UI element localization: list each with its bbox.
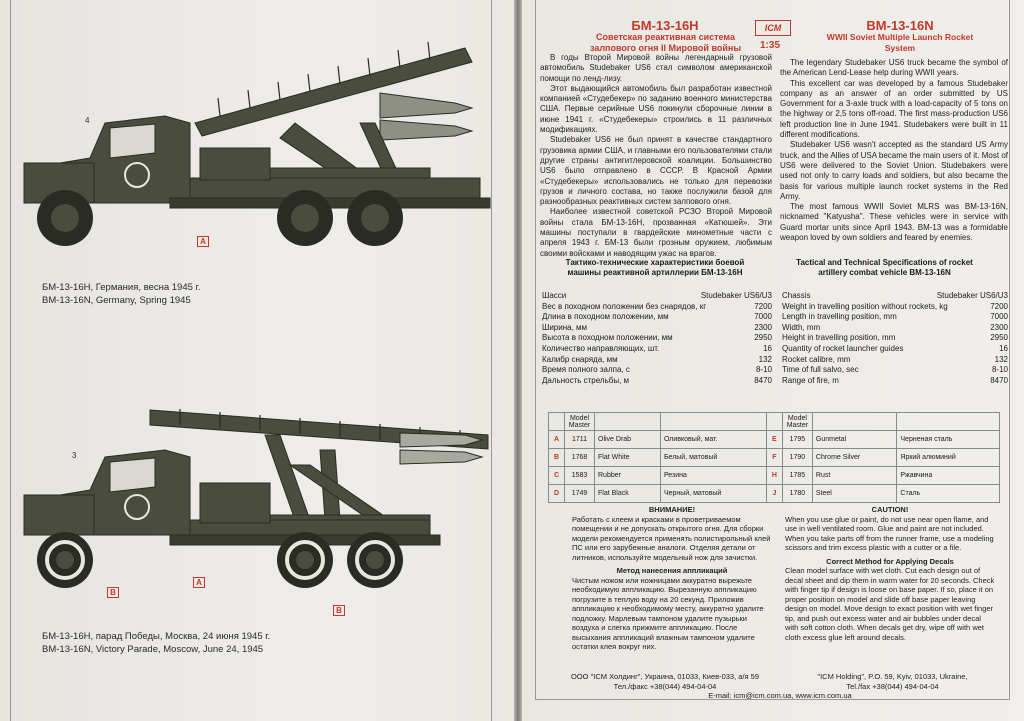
paint-table-header: Model Master Model Master xyxy=(549,413,1000,431)
footer-en: "ICM Holding", P.O. 59, Kyiv, 01033, Ukraine, Tel./fax +38(044) 494-04-04 xyxy=(817,672,968,691)
spec-row: Width, mm 2300 xyxy=(782,322,1008,332)
paint-row: B 1768 Flat White Белый, матовый F 1790 Chrome Silver Яркий алюминий xyxy=(549,449,1000,467)
paint-table xyxy=(548,412,1000,503)
callout-b-bottom-1: B xyxy=(107,587,119,598)
rocket-top-1 xyxy=(380,93,472,118)
paint-row: D 1749 Flat Black Черный, матовый J 1780 Steel Сталь xyxy=(549,485,1000,503)
title-en: BM-13-16N xyxy=(866,18,934,33)
spec-row: Chassis Studebaker US6/U3 xyxy=(782,291,1008,300)
callout-number-top: 4 xyxy=(85,116,90,125)
page-gutter xyxy=(514,0,522,721)
spec-row: Количество направляющих, шт. 16 xyxy=(542,343,772,353)
spec-row: Time of full salvo, sec 8-10 xyxy=(782,365,1008,375)
warnings-en: CAUTION! When you use glue or paint, do not use near open flame, and use in well ventilated room. Glue and paint are not included. When you take parts off from the runner frame, use a modeling scissors and trim excess plastic with a cutter or a file. Correct Method for Applying Decals Clean model surface with wet cloth. Cut each design out of decal sheet and dip them in warm water for 20 seconds. Check with finger tip if design is loose on base paper. If so, place it on proper position on model and slide off base paper leaving design on model. Move design to exact position with wet finger tip, and push out excess water and air bubbles under decal with soft cotton cloth. When decals get dry, wipe off with wet cloth excess glue left around decals. xyxy=(785,505,995,642)
paint-row: C 1583 Rubber Резина H 1785 Rust Ржавчина xyxy=(549,467,1000,485)
callout-a-top: A xyxy=(197,236,209,247)
history-text-en: The legendary Studebaker US6 truck became the symbol of the American Lend-Lease help during WWII years. This excellent car was developed by a famous Studebaker company as an answer of an order submitted by US Government for a 3-axle truck with a load-capacity of 5 tons on the highway or 2,5 tons off-road. The first mass-production US6 left production line in June 1941. Studebakers were built in 11 different modifications. Studebaker US6 wasn't accepted as the standard US Army truck, and the Allies of USA became the main users of it. Most of US6 were delivered to the Soviet Union. Studebakers were used not only to carry loads and soldiers, but also became the basis for various multiple launch rocket systems in the Red Army. The most famous WWII Soviet MLRS was BM-13-16N, nicknamed "Katyusha". These vehicles were in service with Guard mortar units since April 1943. BM-13 was a formidable weapon loved by own soldiers and feared by enemies. xyxy=(780,58,1008,243)
title-ru: БМ-13-16Н xyxy=(631,18,699,33)
subtitle-ru: Советская реактивная система залпового огня II Мировой войны xyxy=(589,32,742,53)
specs-table-ru xyxy=(542,291,772,386)
footer-ru: ООО "ICM Холдинг", Украина, 01033, Киев-033, а/я 59 Тел./факс +38(044) 494-04-04 xyxy=(570,672,760,691)
truck-illustration-top xyxy=(10,28,510,258)
spec-row: Rocket calibre, mm 132 xyxy=(782,354,1008,364)
rocket-bottom-2 xyxy=(400,450,482,464)
icm-logo: ICM xyxy=(755,20,791,36)
callout-b-bottom-2: B xyxy=(333,605,345,616)
paint-row: A 1711 Olive Drab Оливковый, мат. E 1795 Gunmetal Черненая сталь xyxy=(549,431,1000,449)
caption-bottom: БМ-13-16Н, парад Победы, Москва, 24 июня 1945 г. BM-13-16N, Victory Parade, Moscow, June 24, 1945 xyxy=(42,631,271,655)
rocket-top-2 xyxy=(380,120,472,140)
footer-web[interactable]: E-mail: icm@icm.com.ua, www.icm.com.ua xyxy=(708,691,852,700)
callout-a-bottom: A xyxy=(193,577,205,588)
spec-row: Weight in travelling position without rockets, kg 7200 xyxy=(782,301,1008,311)
spec-row: Дальность стрельбы, м 8470 xyxy=(542,375,772,385)
spec-row: Калибр снаряда, мм 132 xyxy=(542,354,772,364)
spec-row: Ширина, мм 2300 xyxy=(542,322,772,332)
specs-title-ru: Тактико-технические характеристики боевой машины реактивной артиллерии БМ-13-16Н xyxy=(565,258,745,277)
history-text-ru: В годы Второй Мировой войны легендарный грузовой автомобиль Studebaker US6 стал символом американской помощи по ленд-лизу. Этот выдающийся автомобиль был разработан известной компанией «Студебекер» по заданию военного министерства США. Первые серийные US6 покинули сборочные линии в июне 1941 г. «Студебекеры» строились в 11 различных модификациях. Studebaker US6 не был принят в качестве стандартного грузовика армии США, и главными его пользователями стали другие страны антигитлеровской коалиции. Большинство US6 было отправлено в СССР. В Красной Армии «Студебекеры» использовались не только для перевозки грузов и личного состава, но также послужили базой для разнообразных реактивных систем залпового огня. Наиболее известной советской РСЗО Второй Мировой войны стала БМ-13-16Н, прозванная «Катюшей». Эти машины поступали в гвардейские минометные части с апреля 1943 г. БМ-13 были грозным оружием, любимым своими войсками и наводящим ужас на врагов. xyxy=(540,53,772,258)
spec-row: Высота в походном положении, мм 2950 xyxy=(542,333,772,343)
scale-label: 1:35 xyxy=(760,40,781,51)
truck-illustration-bottom xyxy=(10,395,510,625)
spec-row: Вес в походном положении без снарядов, кг 7200 xyxy=(542,301,772,311)
caption-top: БМ-13-16Н, Германия, весна 1945 г. BM-13-16N, Germany, Spring 1945 xyxy=(42,282,201,306)
rocket-launcher-rails xyxy=(195,48,472,136)
specs-table-en xyxy=(782,291,1008,386)
spec-row: Шасси Studebaker US6/U3 xyxy=(542,291,772,300)
spec-row: Range of fire, m 8470 xyxy=(782,375,1008,385)
spec-row: Длина в походном положении, мм 7000 xyxy=(542,312,772,322)
warnings-ru: ВНИМАНИЕ! Работать с клеем и красками в проветриваемом помещении и не допускать открытого огня. Для сборки модели рекомендуется применять полистирольный клей ПС или его зарубежные аналоги. Отделяя детали от литников, используйте модельный нож для зачистки. Метод нанесения аппликаций Чистым ножом или ножницами аккуратно вырежьте необходимую аппликацию. Вырезанную аппликацию погрузите в теплую воду на 20 секунд. Приложив аппликацию к необходимому месту, аккуратно удалите подложку. Марлевым тампоном удалите пузырьки воздуха и слегка прижмите аппликацию. После высыхания аппликаций влажным тампоном удалите остатки клея вокруг них. xyxy=(572,505,771,651)
callout-number-bottom: 3 xyxy=(72,451,77,460)
specs-title-en: Tactical and Technical Specifications of rocket artillery combat vehicle BM-13-16N xyxy=(796,258,973,277)
spec-row: Height in travelling position, mm 2950 xyxy=(782,333,1008,343)
spec-row: Quantity of rocket launcher guides 16 xyxy=(782,343,1008,353)
spec-row: Length in travelling position, mm 7000 xyxy=(782,312,1008,322)
subtitle-en: WWII Soviet Multiple Launch Rocket System xyxy=(826,32,974,53)
spec-row: Время полного залпа, с 8-10 xyxy=(542,365,772,375)
